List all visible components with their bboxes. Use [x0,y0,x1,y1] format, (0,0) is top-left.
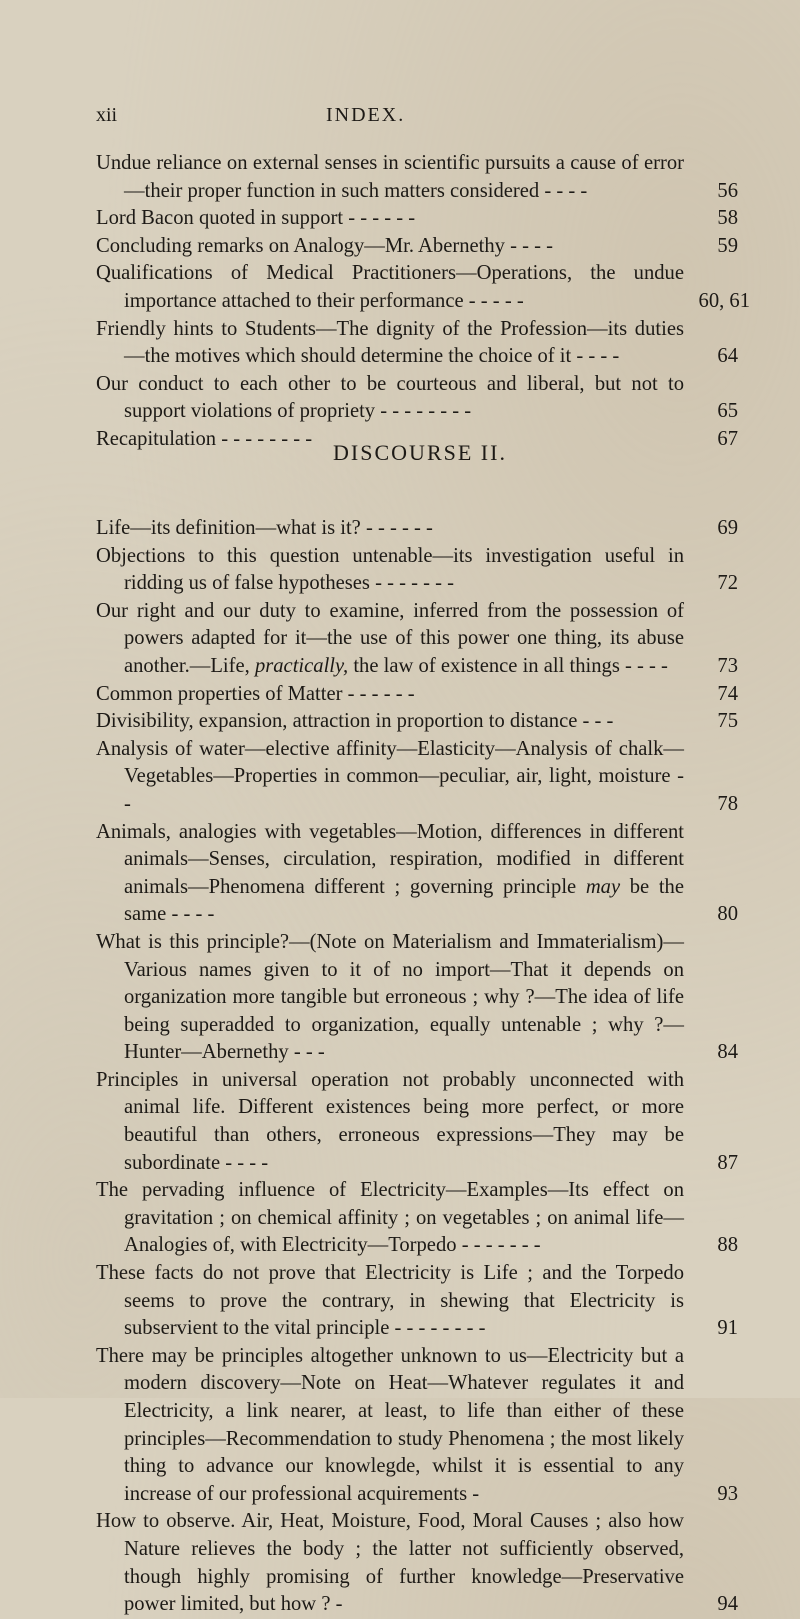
index-entry [96,515,738,543]
entry-text: Life—its definition—what is it? [96,517,361,539]
section-heading [0,440,800,466]
discourse-title: DISCOURSE II. [333,440,507,465]
index-section-one [96,150,750,454]
entry-page-number: 91 [717,1317,738,1340]
index-entry [96,819,738,929]
entry-text: How to observe. Air, Heat, Moisture, Food, Moral Causes ; also how Nature relieves the body ; the latter not sufficiently observed, though highly promising of further knowledge—Preservative power limited, but how ? [96,1510,684,1616]
entry-leaders: - - - - - - - [461,1234,541,1257]
entry-leaders: - - - - [544,179,588,202]
index-entry [96,205,738,233]
entry-leaders: - - - - - - [365,517,433,539]
entry-page-number: 56 [717,179,738,202]
entry-page-number: 75 [717,710,738,733]
entry-leaders: - - - - - - - - [394,1317,486,1340]
entry-leaders: - - - [293,1041,325,1064]
entry-text: Animals, analogies with vegetables—Motion, differences in different animals—Senses, circulation, respiration, modified in different animals—Phenomena different ; governing principle [96,820,684,898]
entry-leaders: - - - [582,710,614,733]
index-entry [96,736,738,819]
entry-leaders: - [472,1482,480,1505]
entry-leaders: - - - - [576,345,620,368]
entry-leaders: - - - - - [468,289,524,312]
entry-leaders: - - - - - - [347,682,415,705]
index-entry [96,1260,738,1343]
entry-italic-text: practically, [254,654,349,677]
entry-text: Our conduct to each other to be courteous and liberal, but not to support violations of propriety [96,372,684,423]
index-entry [96,1177,738,1260]
entry-page-number: 65 [717,400,738,423]
entry-page-number: 73 [717,654,738,677]
entry-text: These facts do not prove that Electricity is Life ; and the Torpedo seems to prove the contrary, in shewing that Electricity is subservient to the vital principle [96,1262,684,1340]
entry-leaders: - [335,1593,343,1616]
entry-page-number: 80 [717,903,738,926]
entry-page-number: 88 [717,1234,738,1257]
entry-page-number: 94 [717,1593,738,1616]
entry-page-number: 87 [717,1151,738,1174]
entry-page-number: 93 [717,1482,738,1505]
page-number-folio: xii [96,104,118,126]
entry-page-number: 78 [717,792,738,815]
entry-leaders: - - - - [510,234,554,257]
entry-text: Undue reliance on external senses in scientific pursuits a cause of error—their proper function in such matters considered [96,152,684,202]
entry-leaders: - - - - [225,1151,269,1174]
index-entry [96,543,738,598]
index-entry [96,260,750,315]
entry-page-number: 67 [717,427,738,450]
entry-page-number: 58 [717,207,738,230]
index-entry [96,708,738,736]
entry-page-number: 84 [717,1041,738,1064]
index-entry [96,1508,738,1618]
entry-text: Divisibility, expansion, attraction in proportion to distance [96,710,578,733]
entry-page-number: 74 [717,682,738,705]
entry-text: Our right and our duty to examine, inferred from the possession of powers adapted for it—the use of this power one thing, its abuse another.—Life, [96,599,684,677]
entry-text: Concluding remarks on Analogy—Mr. Abernethy [96,234,505,257]
index-section-two [96,515,738,1619]
index-entry [96,150,738,205]
entry-page-number: 64 [717,345,738,368]
entry-leaders: - - - - [171,903,215,926]
entry-leaders: - - [124,765,684,815]
entry-text: Objections to this question untenable—its investigation useful in ridding us of false hypotheses [96,544,684,595]
index-entry [96,371,738,426]
entry-page-number: 60, 61 [698,289,750,312]
entry-text: Analysis of water—elective affinity—Elasticity—Analysis of chalk—Vegetables—Properties in common—peculiar, air, light, moisture [96,737,684,788]
entry-italic-text: may [585,875,621,898]
page-header [96,104,736,134]
entry-text-continued: be the same [124,875,684,926]
index-entry [96,598,738,681]
entry-page-number: 72 [717,572,738,595]
entry-leaders: - - - - - - - - [380,400,472,423]
entry-leaders: - - - - - - [348,207,416,230]
index-entry [96,1067,738,1177]
entry-text: There may be principles altogether unknown to us—Electricity but a modern discovery—Note on Heat—Whatever regulates it and Electricity, a link nearer, at least, to life than either of these principles—Recommendation to study Phenomena ; the most likely thing to advance our knowlegde, whilst it is essential to any increase of our professional acquirements [96,1344,684,1505]
entry-text: Friendly hints to Students—The dignity of the Profession—its duties—the motives which should determine the choice of it [96,317,684,368]
index-entry [96,1343,738,1509]
entry-leaders: - - - - - - - [375,572,455,595]
entry-page-number: 59 [717,234,738,257]
index-entry [96,929,738,1067]
entry-leaders: - - - - [625,654,668,677]
entry-leaders: - - - - - - - - [221,427,313,450]
index-entry [96,316,738,371]
entry-text: Qualifications of Medical Practitioners—Operations, the undue importance attached to their performance [96,262,684,312]
entry-text: Recapitulation [96,427,217,450]
entry-text: Principles in universal operation not probably unconnected with animal life. Different existences being more perfect, or more beautiful than others, erroneous expressions—They may be subordinate [96,1068,684,1174]
index-entry [96,681,738,709]
running-title: INDEX. [326,104,406,126]
entry-text: What is this principle?—(Note on Materialism and Immaterialism)—Various names given to it of no import—That it depends on organization more tangible but erroneous ; why ?—The idea of life being superadded to organization, equally untenable ; why ?—Hunter—Abernethy [96,930,684,1064]
index-entry [96,233,738,261]
entry-text: Lord Bacon quoted in support [96,207,344,230]
entry-page-number: 69 [717,517,738,539]
entry-text: The pervading influence of Electricity—Examples—Its effect on gravitation ; on chemical affinity ; on vegetables ; on animal life—Analogies of, with Electricity—Torpedo [96,1179,684,1257]
entry-text-continued: the law of existence in all things [348,654,620,677]
entry-text: Common properties of Matter [96,682,343,705]
